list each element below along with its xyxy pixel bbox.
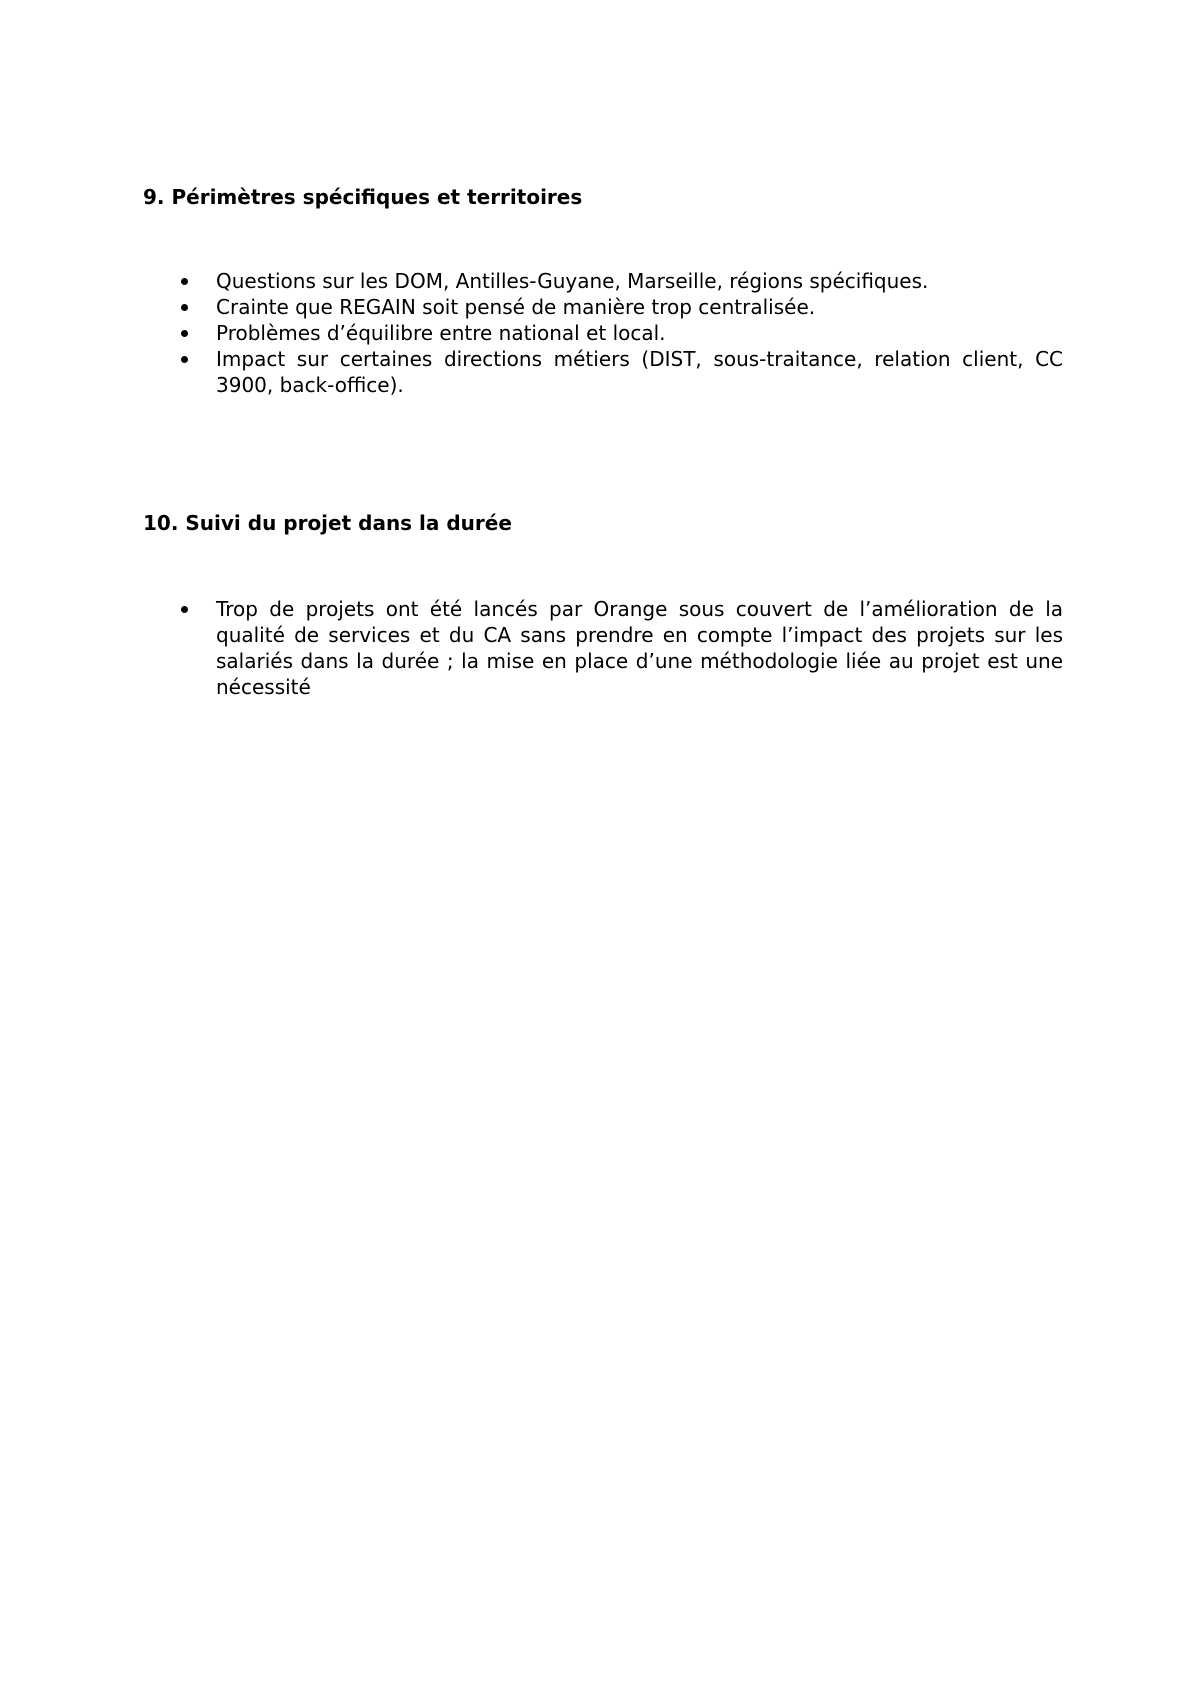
list-item xyxy=(143,268,1063,294)
list-item-text: Trop de projets ont été lancés par Orange sous couvert de l’amélioration de la qualité de services et du CA sans prendre en compte l’impact des projets sur les salariés dans la durée ; la mise en place d’une méthodologie liée au projet est une nécessité xyxy=(216,597,1063,699)
section-perimetres xyxy=(143,182,1063,398)
bullet-icon xyxy=(181,606,188,613)
list-item-text: Impact sur certaines directions métiers (DIST, sous-traitance, relation client, CC 3900, back-office). xyxy=(216,347,1063,397)
list-item xyxy=(143,596,1063,700)
list-item xyxy=(143,346,1063,398)
bullet-icon xyxy=(181,304,188,311)
list-item xyxy=(143,294,1063,320)
section-heading: 10. Suivi du projet dans la durée xyxy=(143,511,512,535)
bullet-list xyxy=(143,268,1063,398)
section-suivi-projet xyxy=(143,508,1063,700)
bullet-list xyxy=(143,596,1063,700)
list-item-text: Questions sur les DOM, Antilles-Guyane, Marseille, régions spécifiques. xyxy=(216,269,929,293)
bullet-icon xyxy=(181,278,188,285)
list-item-text: Problèmes d’équilibre entre national et local. xyxy=(216,321,666,345)
list-item xyxy=(143,320,1063,346)
section-heading: 9. Périmètres spécifiques et territoires xyxy=(143,185,583,209)
bullet-icon xyxy=(181,330,188,337)
list-item-text: Crainte que REGAIN soit pensé de manière trop centralisée. xyxy=(216,295,816,319)
bullet-icon xyxy=(181,356,188,363)
